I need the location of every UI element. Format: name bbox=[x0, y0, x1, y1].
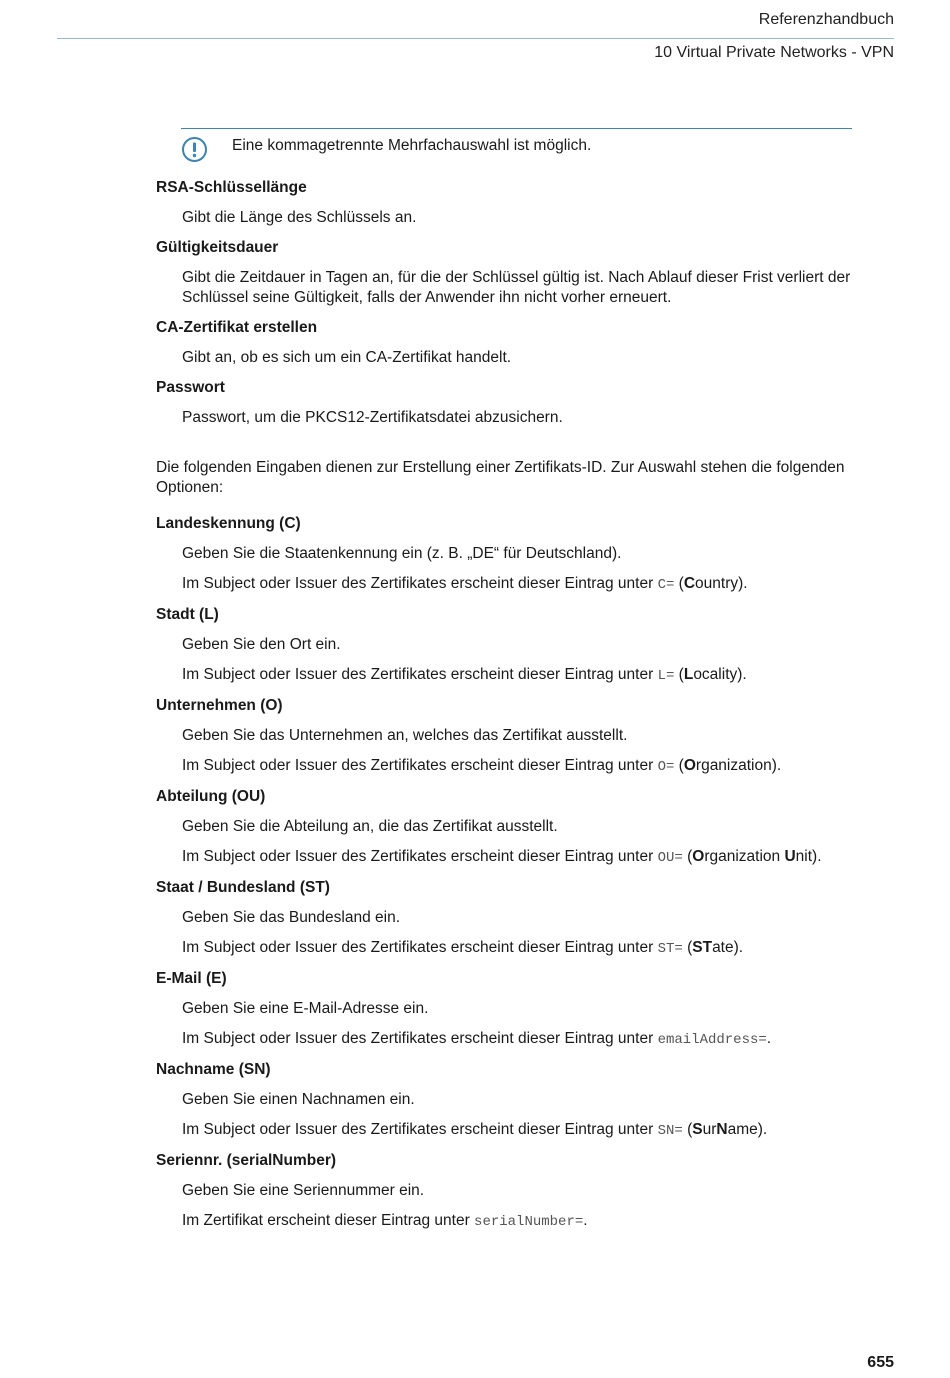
term-country: Landeskennung (C) bbox=[156, 515, 301, 532]
main-content bbox=[156, 178, 856, 1242]
term-organization: Unternehmen (O) bbox=[156, 697, 283, 714]
page-number: 655 bbox=[867, 1354, 894, 1371]
desc-organization-unit: Geben Sie die Abteilung an, die das Zertifikat ausstellt. bbox=[182, 818, 558, 835]
subject-entry-email: Im Subject oder Issuer des Zertifikates erscheint dieser Eintrag unter emailAddress=. bbox=[182, 1030, 772, 1048]
subject-entry-surname: Im Subject oder Issuer des Zertifikates erscheint dieser Eintrag unter SN= (SurName). bbox=[182, 1121, 768, 1139]
term-state: Staat / Bundesland (ST) bbox=[156, 879, 330, 896]
page-header-chapter: 10 Virtual Private Networks - VPN bbox=[654, 44, 894, 61]
term-serial-number: Seriennr. (serialNumber) bbox=[156, 1152, 337, 1169]
desc-surname: Geben Sie einen Nachnamen ein. bbox=[182, 1091, 415, 1108]
desc-password: Passwort, um die PKCS12-Zertifikatsdatei abzusichern. bbox=[182, 409, 563, 426]
exclamation-circle-icon bbox=[181, 136, 208, 163]
desc-serial-number: Geben Sie eine Seriennummer ein. bbox=[182, 1182, 425, 1199]
term-password: Passwort bbox=[156, 379, 225, 396]
subject-entry-locality: Im Subject oder Issuer des Zertifikates erscheint dieser Eintrag unter L= (Locality). bbox=[182, 666, 747, 684]
header-divider bbox=[57, 38, 894, 39]
subject-entry-state: Im Subject oder Issuer des Zertifikates erscheint dieser Eintrag unter ST= (STate). bbox=[182, 939, 744, 957]
term-rsa-key-length: RSA-Schlüssellänge bbox=[156, 179, 307, 196]
subject-entry-country: Im Subject oder Issuer des Zertifikates erscheint dieser Eintrag unter C= (Country). bbox=[182, 575, 748, 593]
subject-entry-organization: Im Subject oder Issuer des Zertifikates erscheint dieser Eintrag unter O= (Organization). bbox=[182, 757, 782, 775]
term-locality: Stadt (L) bbox=[156, 606, 219, 623]
desc-create-ca: Gibt an, ob es sich um ein CA-Zertifikat handelt. bbox=[182, 349, 512, 366]
desc-validity: Gibt die Zeitdauer in Tagen an, für die der Schlüssel gültig ist. Nach Ablauf dieser Frist verliert der Schlüssel seine Gültigkeit, falls der Anwender ihn nicht vorher erneuert. bbox=[182, 269, 851, 306]
term-surname: Nachname (SN) bbox=[156, 1061, 271, 1078]
page-header-title: Referenzhandbuch bbox=[758, 11, 894, 28]
term-email: E-Mail (E) bbox=[156, 970, 227, 987]
intro-paragraph: Die folgenden Eingaben dienen zur Erstellung einer Zertifikats-ID. Zur Auswahl stehen die folgenden Optionen: bbox=[156, 459, 845, 496]
note-divider bbox=[181, 128, 852, 129]
desc-locality: Geben Sie den Ort ein. bbox=[182, 636, 341, 653]
term-validity: Gültigkeitsdauer bbox=[156, 239, 279, 256]
desc-organization: Geben Sie das Unternehmen an, welches das Zertifikat ausstellt. bbox=[182, 727, 628, 744]
desc-country: Geben Sie die Staatenkennung ein (z. B. „DE“ für Deutschland). bbox=[182, 545, 622, 562]
term-create-ca: CA-Zertifikat erstellen bbox=[156, 319, 318, 336]
subject-entry-organization-unit: Im Subject oder Issuer des Zertifikates erscheint dieser Eintrag unter OU= (Organization Unit). bbox=[182, 848, 822, 866]
subject-entry-serial-number: Im Zertifikat erscheint dieser Eintrag unter serialNumber=. bbox=[182, 1212, 588, 1230]
desc-state: Geben Sie das Bundesland ein. bbox=[182, 909, 401, 926]
desc-rsa-key-length: Gibt die Länge des Schlüssels an. bbox=[182, 209, 417, 226]
term-organization-unit: Abteilung (OU) bbox=[156, 788, 266, 805]
desc-email: Geben Sie eine E-Mail-Adresse ein. bbox=[182, 1000, 429, 1017]
note-text: Eine kommagetrennte Mehrfachauswahl ist möglich. bbox=[232, 137, 592, 154]
